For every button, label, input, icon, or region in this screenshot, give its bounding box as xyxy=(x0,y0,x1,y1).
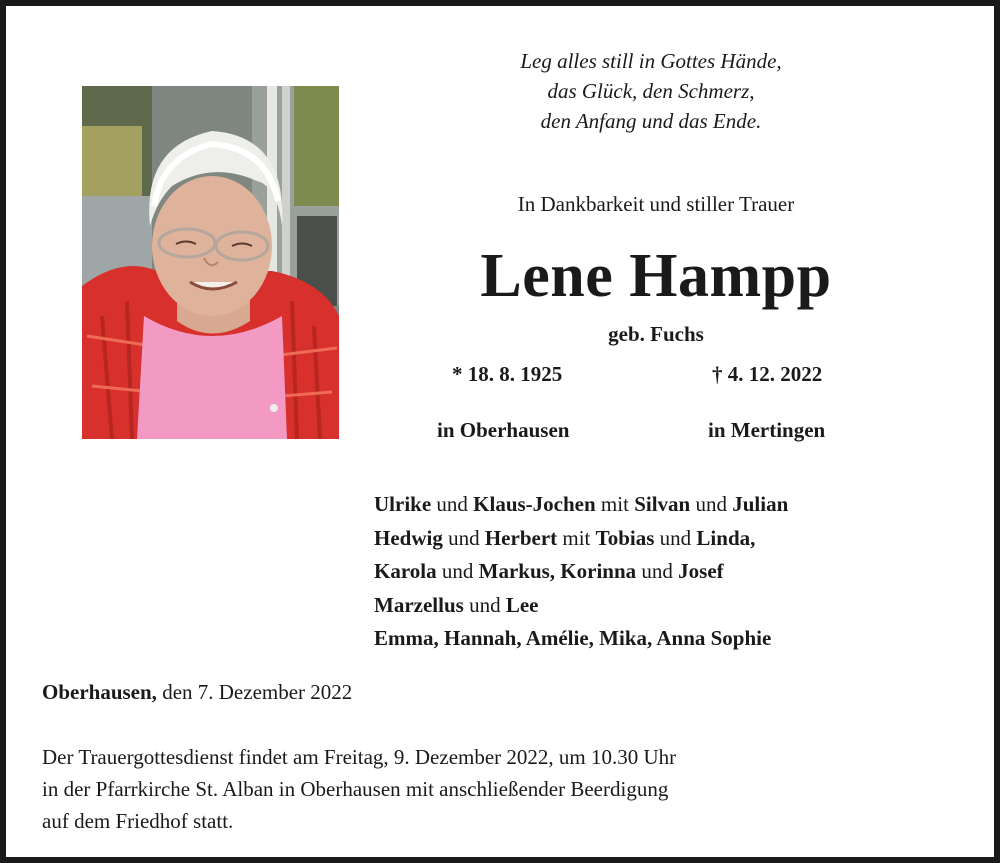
verse xyxy=(446,46,856,136)
service-info xyxy=(42,741,972,837)
connector-text: und xyxy=(463,592,506,617)
deceased-name: Lene Hampp xyxy=(480,242,832,310)
connector-text: und xyxy=(436,559,479,583)
verse-line: das Glück, den Schmerz, xyxy=(547,79,755,103)
connector-text: und xyxy=(431,492,474,516)
mourners-line xyxy=(374,522,788,556)
connector-text: und xyxy=(654,525,697,550)
service-line: in der Pfarrkirche St. Alban in Oberhausen mit anschließender Beerdigung xyxy=(42,777,669,801)
death-place: in Mertingen xyxy=(708,418,826,442)
mourner-name: Karola xyxy=(374,559,437,583)
mourner-name: Ulrike xyxy=(374,492,432,516)
mourners-list xyxy=(374,488,788,656)
connector-text: und xyxy=(636,559,679,583)
mourner-name: Julian xyxy=(732,492,789,516)
connector-text: mit xyxy=(595,492,635,516)
mourner-name: Klaus-Jochen xyxy=(473,492,596,516)
place: Oberhausen, xyxy=(42,680,157,704)
mourners-line xyxy=(374,555,788,589)
connector-text: und xyxy=(442,525,485,550)
mourner-name: Markus, Korinna xyxy=(478,559,637,583)
birth-date: * 18. 8. 1925 xyxy=(452,362,563,386)
mourner-name: Emma, Hannah, Amélie, Mika, Anna Sophie xyxy=(374,626,772,650)
mourner-name: Silvan xyxy=(634,492,691,516)
connector-text: und xyxy=(690,492,733,516)
mourners-line xyxy=(374,622,788,656)
mourners-line xyxy=(374,589,788,623)
service-line: auf dem Friedhof statt. xyxy=(42,809,234,833)
connector-text: mit xyxy=(557,525,596,550)
portrait-photo xyxy=(82,86,339,439)
mourner-name: Josef xyxy=(678,559,724,583)
place-date xyxy=(42,680,352,705)
mourner-name: Lee xyxy=(505,592,539,617)
date: den 7. Dezember 2022 xyxy=(156,680,353,704)
death-date: † 4. 12. 2022 xyxy=(712,362,823,386)
mourner-name: Linda, xyxy=(696,525,756,550)
mourners-line xyxy=(374,488,788,522)
mourner-name: Marzellus xyxy=(374,592,464,617)
verse-line: den Anfang und das Ende. xyxy=(540,109,762,133)
intro-line: In Dankbarkeit und stiller Trauer xyxy=(517,192,795,216)
verse-line: Leg alles still in Gottes Hände, xyxy=(520,49,782,73)
service-line: Der Trauergottesdienst findet am Freitag, 9. Dezember 2022, um 10.30 Uhr xyxy=(42,745,677,769)
maiden-name: geb. Fuchs xyxy=(608,322,704,346)
mourner-name: Herbert xyxy=(484,525,558,550)
birth-place: in Oberhausen xyxy=(437,418,570,442)
mourner-name: Hedwig xyxy=(374,525,443,550)
mourner-name: Tobias xyxy=(595,525,655,550)
